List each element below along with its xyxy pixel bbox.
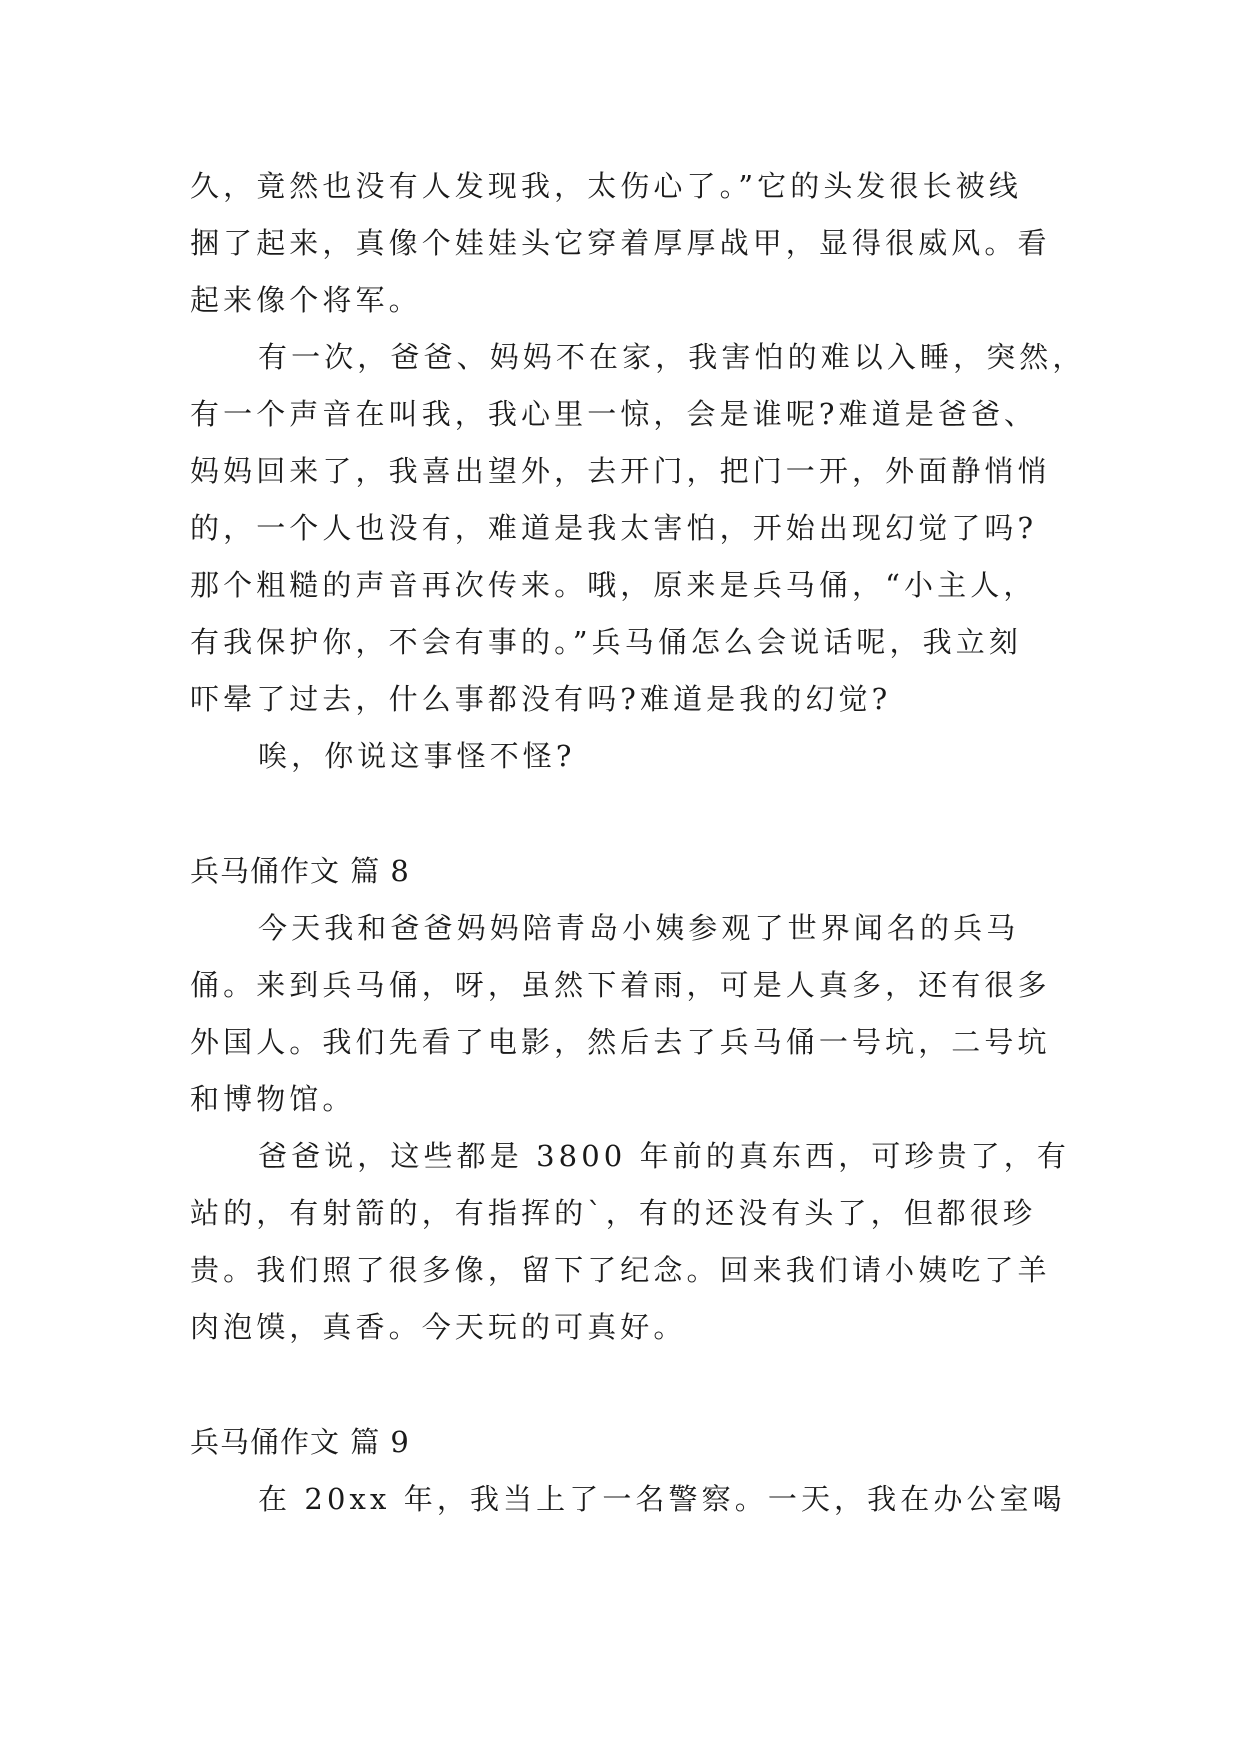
- paragraph-start-line: 在 20xx 年，我当上了一名警察。一天，我在办公室喝: [258, 1482, 1066, 1516]
- text-line: 起来像个将军。: [190, 283, 422, 317]
- text-line: 俑。来到兵马俑，呀，虽然下着雨，可是人真多，还有很多: [190, 968, 1051, 1002]
- paragraph-start-line: 有一次，爸爸、妈妈不在家，我害怕的难以入睡，突然，: [258, 340, 1086, 374]
- text-line: 那个粗糙的声音再次传来。哦，原来是兵马俑，“小主人，: [190, 568, 1037, 602]
- section-heading-8: 兵马俑作文 篇 8: [190, 854, 410, 888]
- text-line: 久，竟然也没有人发现我，太伤心了。”它的头发很长被线: [190, 169, 1022, 203]
- text-line: 有一个声音在叫我，我心里一惊，会是谁呢?难道是爸爸、: [190, 397, 1038, 431]
- paragraph-start-line: 爸爸说，这些都是 3800 年前的真东西，可珍贵了，有: [258, 1139, 1070, 1173]
- section-heading-9: 兵马俑作文 篇 9: [190, 1425, 410, 1459]
- text-line: 站的，有射箭的，有指挥的`，有的还没有头了，但都很珍: [190, 1196, 1037, 1230]
- text-line: 有我保护你，不会有事的。”兵马俑怎么会说话呢，我立刻: [190, 625, 1022, 659]
- text-line: 吓晕了过去，什么事都没有吗?难道是我的幻觉?: [190, 682, 892, 716]
- paragraph-start-line: 今天我和爸爸妈妈陪青岛小姨参观了世界闻名的兵马: [258, 911, 1020, 945]
- text-line: 和博物馆。: [190, 1082, 356, 1116]
- text-line: 捆了起来，真像个娃娃头它穿着厚厚战甲，显得很威风。看: [190, 226, 1051, 260]
- text-line: 肉泡馍，真香。今天玩的可真好。: [190, 1310, 687, 1344]
- text-line: 贵。我们照了很多像，留下了纪念。回来我们请小姨吃了羊: [190, 1253, 1051, 1287]
- paragraph-start-line: 唉，你说这事怪不怪?: [258, 739, 576, 773]
- text-line: 外国人。我们先看了电影，然后去了兵马俑一号坑，二号坑: [190, 1025, 1051, 1059]
- text-line: 的，一个人也没有，难道是我太害怕，开始出现幻觉了吗?: [190, 511, 1038, 545]
- text-line: 妈妈回来了，我喜出望外，去开门，把门一开，外面静悄悄: [190, 454, 1051, 488]
